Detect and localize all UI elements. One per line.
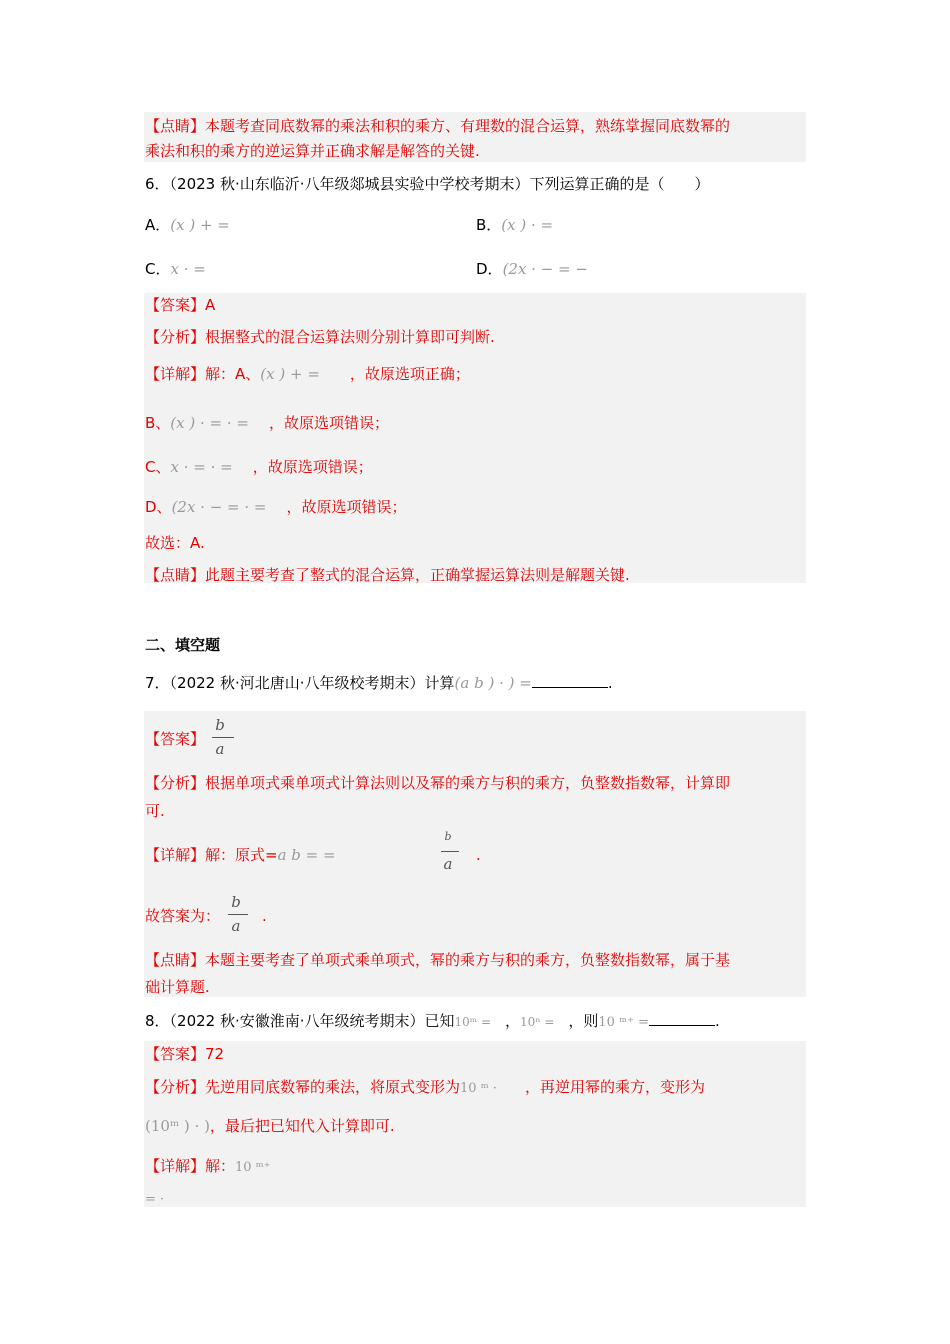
q8-stem [145,1011,720,1033]
xiangjie-math: (2x · − = · = [171,498,267,516]
option-label: B． [476,216,502,234]
fenxi-text: 可. [145,802,165,820]
answer-value: A [205,296,216,314]
q7-dianjing-line-2 [145,977,210,997]
answer-tag: 【答案】 [145,730,206,748]
fenxi-text: ，再逆用幂的乘方，变形为 [524,1078,705,1096]
q7-xiangjie-denominator: a [443,855,453,873]
q8-xiangjie [145,1156,271,1178]
xiangjie-prefix: 解： [205,1157,236,1175]
q6-answer [145,295,215,315]
dianjing-text: 此题主要考查了整式的混合运算，正确掌握运算法则是解题关键. [205,566,630,584]
q7-answer [145,729,205,749]
q6-xiangjie-c [145,457,373,477]
xiangjie-math: a b = = [277,846,336,864]
question-source: （2022 秋·安徽淮南·八年级统考期末）已知 [169,1012,455,1030]
q7-stem [145,673,613,693]
option-label: A． [145,216,171,234]
q5-dianjing-line-2 [145,141,480,161]
question-math-2: 10ⁿ = [520,1015,555,1029]
separator: ， [505,1012,521,1030]
q6-option-a [145,215,230,235]
q6-dianjing [145,565,630,585]
section-title: 二、填空题 [145,636,221,654]
fenxi-text: ，最后把已知代入计算即可. [209,1117,395,1135]
xiangjie-math: 10 ᵐ⁺ [235,1160,271,1175]
xiangjie-math: x · = · = [170,458,233,476]
answer-tag: 【答案】 [145,1045,206,1063]
separator: ，则 [568,1012,599,1030]
xiangjie-tag: 【详解】 [145,846,206,864]
gu-prefix: 故答案为： [145,907,221,925]
xiangjie-suffix: ，故原选项正确； [349,365,470,383]
question-end: . [714,1012,720,1030]
xiangjie-math: = · [145,1192,165,1207]
dianjing-tag: 【点睛】 [145,566,206,584]
q7-gu [145,906,220,926]
fenxi-text: 根据单项式乘单项式计算法则以及幂的乘方与积的乘方，负整数指数幂，计算即 [205,774,731,792]
xiangjie-prefix: 解：A、 [205,365,261,383]
q7-answer-fraction-bar [212,737,234,738]
q6-option-b [476,215,553,235]
fenxi-tag: 【分析】 [145,328,206,346]
q7-fenxi-line-1 [145,773,730,793]
option-math: (2x · − = − [502,260,588,278]
question-math-1: 10ᵐ = [454,1015,492,1029]
answer-blank [532,673,608,688]
option-math: (x ) + = [170,216,230,234]
fenxi-tag: 【分析】 [145,774,206,792]
q7-answer-numerator: b [215,716,225,734]
question-end: . [607,674,613,692]
dianjing-tag: 【点睛】 [145,951,206,969]
option-label: D． [476,260,503,278]
xiangjie-suffix: ，故原选项错误； [286,498,407,516]
answer-tag: 【答案】 [145,296,206,314]
q6-fenxi [145,327,495,347]
q7-gu-denominator: a [231,917,241,935]
q7-xiangjie [145,845,336,865]
xiangjie-prefix: C、 [145,458,171,476]
dianjing-text: 乘法和积的乘方的逆运算并正确求解是解答的关键. [145,142,480,160]
fenxi-math: (10ᵐ ) · ) [145,1117,210,1135]
dianjing-text: 本题主要考查了单项式乘单项式，幂的乘方与积的乘方，负整数指数幂，属于基 [205,951,731,969]
xiangjie-prefix: B、 [145,414,171,432]
answer-blank [649,1011,715,1026]
q6-option-c [145,259,206,279]
q6-xiangjie-d [145,497,407,517]
q7-gu-fraction-bar [228,914,248,915]
q5-dianjing-line-1 [145,116,730,136]
xiangjie-tag: 【详解】 [145,365,206,383]
dianjing-tag: 【点睛】 [145,117,206,135]
dianjing-text: 本题考查同底数幂的乘法和积的乘方、有理数的混合运算，熟练掌握同底数幂的 [205,117,731,135]
fenxi-math: 10 ᵐ · [460,1081,497,1096]
q7-dianjing-line-1 [145,950,730,970]
xiangjie-math: (x ) + = [260,365,320,383]
xiangjie-tag: 【详解】 [145,1157,206,1175]
fenxi-text: 根据整式的混合运算法则分别计算即可判断. [205,328,495,346]
q8-fenxi-line-1 [145,1077,705,1099]
question-math: (a b ) · ) = [454,674,532,692]
q6-xiangjie-a [145,364,470,384]
option-math: (x ) · = [501,216,554,234]
xiangjie-suffix: ，故原选项错误； [268,414,389,432]
q7-answer-denominator: a [215,740,225,758]
question-number: 7． [145,674,170,692]
q7-gu-numerator: b [231,893,241,911]
choose-text: 故选：A. [145,534,205,552]
fenxi-tag: 【分析】 [145,1078,206,1096]
answer-value: 72 [205,1045,225,1063]
xiangjie-prefix: 解：原式= [205,846,278,864]
q6-choose [145,533,205,553]
q6-xiangjie-b [145,413,389,433]
q8-answer [145,1044,224,1064]
question-number: 8． [145,1012,170,1030]
q7-fenxi-line-2 [145,801,165,821]
q6-stem [145,174,710,194]
fenxi-text: 先逆用同底数幂的乘法，将原式变形为 [205,1078,461,1096]
xiangjie-suffix: ，故原选项错误； [252,458,373,476]
question-math-3: 10 ᵐ⁺ = [598,1015,649,1030]
question-source: （2023 秋·山东临沂·八年级郯城县实验中学校考期末）下列运算正确的是（ ） [169,175,710,193]
q7-xiangjie-fraction-bar [441,851,459,852]
xiangjie-math: (x ) · = · = [170,414,249,432]
question-number: 6． [145,175,170,193]
q8-fenxi-line-2 [145,1116,395,1136]
dianjing-text: 础计算题. [145,978,210,996]
option-label: C． [145,260,171,278]
q7-xiangjie-numerator: b [444,830,452,843]
q7-xiangjie-end: . [476,846,481,864]
q6-option-d [476,259,588,279]
xiangjie-prefix: D、 [145,498,172,516]
option-math: x · = [170,260,206,278]
question-source: （2022 秋·河北唐山·八年级校考期末）计算 [169,674,455,692]
q7-gu-end: . [262,907,267,925]
q8-last-line [145,1188,164,1210]
